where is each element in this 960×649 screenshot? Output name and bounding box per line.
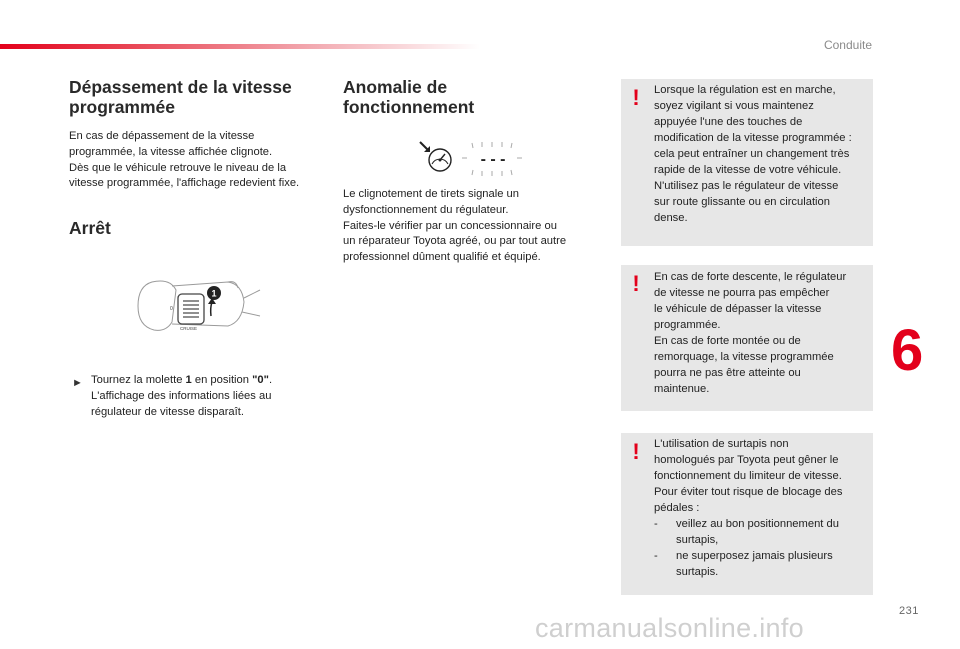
instruction-text: en position bbox=[191, 374, 253, 386]
malfunction-title-line2: fonctionnement bbox=[343, 97, 475, 117]
warning-bullet bbox=[654, 548, 867, 580]
bullet-text bbox=[676, 516, 839, 548]
instruction-line bbox=[91, 373, 331, 389]
warning-line: fonctionnement du limiteur de vitesse. bbox=[654, 470, 842, 482]
instruction-key: 1 bbox=[185, 374, 192, 386]
warning-line: dense. bbox=[654, 212, 688, 224]
warning-line: de vitesse ne pourra pas empêcher bbox=[654, 287, 830, 299]
switch-position-label: 0 bbox=[170, 306, 173, 312]
warning-box-2 bbox=[621, 265, 873, 411]
overspeed-title bbox=[69, 77, 329, 117]
warning-text bbox=[654, 82, 867, 226]
bullet-text bbox=[676, 548, 833, 580]
paragraph-line: vitesse programmée, l'affichage redevient fixe. bbox=[69, 177, 300, 190]
warning-line: sur route glissante ou en circulation bbox=[654, 196, 830, 208]
instruction-bullet-icon: ► bbox=[72, 377, 83, 389]
warning-line: pourra ne pas être atteinte ou bbox=[654, 367, 801, 379]
stop-instruction bbox=[91, 373, 331, 420]
warning-line: modification de la vitesse programmée : bbox=[654, 132, 852, 144]
overspeed-title-line2: programmée bbox=[69, 97, 176, 117]
paragraph-line: dysfonctionnement du régulateur. bbox=[343, 203, 509, 216]
warning-icon: ! bbox=[632, 85, 640, 110]
warning-line: pédales : bbox=[654, 502, 700, 514]
page-number: 231 bbox=[899, 605, 919, 617]
instruction-text: . bbox=[268, 374, 273, 386]
switch-cruise-label: CRUISE bbox=[180, 326, 198, 331]
watermark: carmanualsonline.info bbox=[535, 613, 804, 643]
warning-line: homologués par Toyota peut gêner le bbox=[654, 454, 839, 466]
instruction-line: L'affichage des informations liées au bbox=[91, 389, 272, 402]
warning-line: Pour éviter tout risque de blocage des bbox=[654, 486, 843, 498]
warning-line: appuyée l'une des touches de bbox=[654, 116, 803, 128]
warning-line: Lorsque la régulation est en marche, bbox=[654, 84, 836, 96]
bullet-line: surtapis. bbox=[676, 566, 719, 578]
header-accent-bar bbox=[0, 44, 480, 49]
instruction-value: "0" bbox=[252, 374, 269, 386]
warning-text bbox=[654, 436, 867, 580]
chapter-number: 6 bbox=[891, 318, 924, 383]
warning-bullet bbox=[654, 516, 867, 548]
section-title: Conduite bbox=[823, 38, 872, 52]
warning-line: le véhicule de dépasser la vitesse bbox=[654, 303, 822, 315]
malfunction-paragraph bbox=[343, 187, 593, 266]
warning-line: remorquage, la vitesse programmée bbox=[654, 351, 834, 363]
warning-box-3 bbox=[621, 433, 873, 595]
warning-line: maintenue. bbox=[654, 383, 710, 395]
warning-line: En cas de forte descente, le régulateur bbox=[654, 271, 847, 283]
speedometer-arrow-icon bbox=[420, 142, 451, 171]
warning-line: N'utilisez pas le régulateur de vitesse bbox=[654, 180, 839, 192]
warning-icon: ! bbox=[632, 271, 640, 296]
instruction-line: régulateur de vitesse disparaît. bbox=[91, 405, 244, 418]
overspeed-title-line1: Dépassement de la vitesse bbox=[69, 77, 292, 97]
warning-line: soyez vigilant si vous maintenez bbox=[654, 100, 814, 112]
warning-line: cela peut entraîner un changement très bbox=[654, 148, 850, 160]
bullet-line: ne superposez jamais plusieurs bbox=[676, 550, 833, 562]
bullet-line: surtapis, bbox=[676, 534, 719, 546]
paragraph-line: Le clignotement de tirets signale un bbox=[343, 188, 520, 200]
paragraph-line: professionnel dûment qualifié et équipé. bbox=[343, 251, 541, 264]
warning-line: L'utilisation de surtapis non bbox=[654, 438, 789, 450]
paragraph-line: programmée, la vitesse affichée clignote. bbox=[69, 145, 273, 158]
warning-line: rapide de la vitesse de votre véhicule. bbox=[654, 164, 842, 176]
paragraph-line: Dès que le véhicule retrouve le niveau de la bbox=[69, 161, 287, 174]
warning-line: programmée. bbox=[654, 319, 721, 331]
malfunction-title-line1: Anomalie de bbox=[343, 77, 448, 97]
instruction-text: Tournez la molette bbox=[91, 374, 186, 386]
display-dashes: - - - bbox=[480, 151, 506, 168]
malfunction-title bbox=[343, 77, 593, 117]
overspeed-paragraph bbox=[69, 129, 329, 192]
warning-box-1 bbox=[621, 79, 873, 246]
paragraph-line: un réparateur Toyota agréé, ou par tout autre bbox=[343, 235, 567, 248]
bullet-dash: - bbox=[654, 518, 658, 530]
malfunction-display-illustration bbox=[418, 140, 528, 178]
stop-title: Arrêt bbox=[69, 218, 111, 238]
bullet-dash: - bbox=[654, 550, 658, 562]
paragraph-line: Faites-le vérifier par un concessionnaire ou bbox=[343, 219, 557, 232]
warning-icon: ! bbox=[632, 439, 640, 464]
cruise-stalk-illustration bbox=[132, 272, 267, 337]
warning-text bbox=[654, 269, 867, 397]
callout-number: 1 bbox=[211, 288, 217, 299]
paragraph-line: En cas de dépassement de la vitesse bbox=[69, 130, 255, 142]
bullet-line: veillez au bon positionnement du bbox=[676, 518, 839, 530]
warning-line: En cas de forte montée ou de bbox=[654, 335, 801, 347]
